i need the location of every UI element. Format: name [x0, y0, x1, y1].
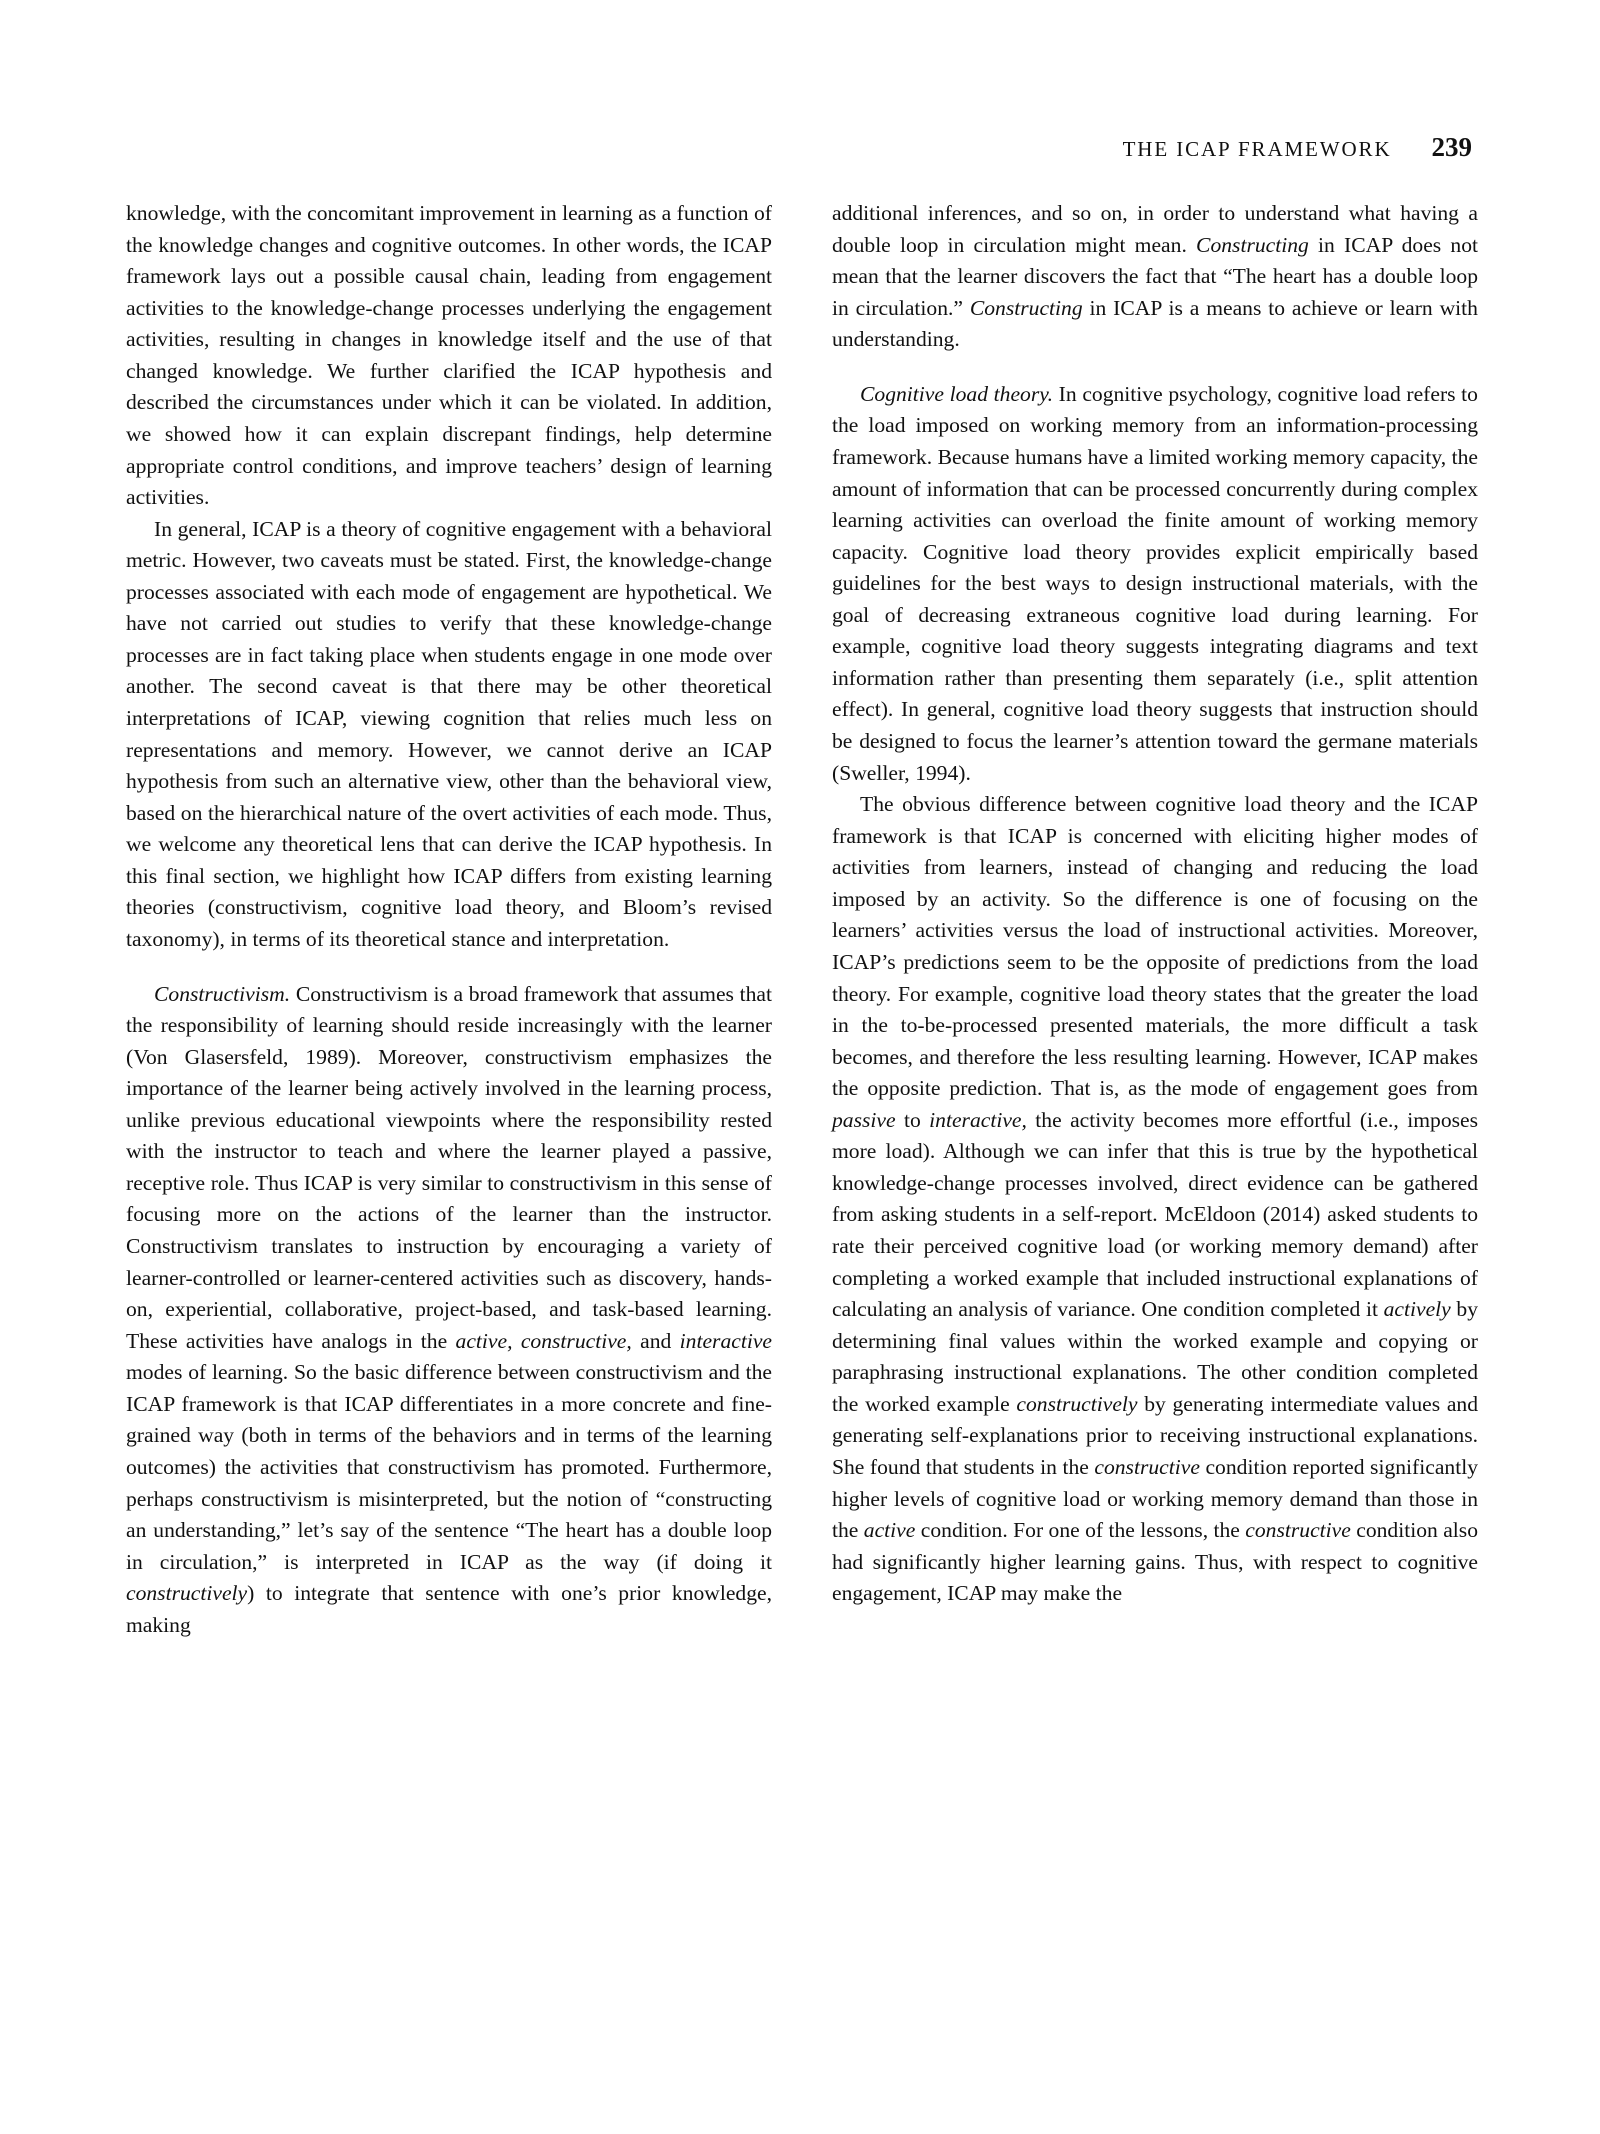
section-cognitive-load: [832, 379, 1478, 789]
constructivism-body: Constructivism is a broad framework that assumes that the responsibility of learning should reside increasingly with the learner (Von Glasersfeld, 1989). Moreover, constructivism emphasizes the importance of the learner being actively involved in the learning process, unlike previous educational viewpoints where the responsibility rested with the instructor to teach and where the learner played a passive, receptive role. Thus ICAP is very similar to constructivism in this sense of focusing more on the actions of the learner than the instructor. Constructivism translates to instruction by encouraging a variety of learner-controlled or learner-centered activities such as discovery, hands-on, experiential, collaborative, project-based, and task-based learning. These activities have analogs in the active, constructive, and interactive modes of learning. So the basic difference between constructivism and the ICAP framework is that ICAP differentiates in a more concrete and fine-grained way (both in terms of the behaviors and in terms of the learning outcomes) the activities that constructivism has promoted. Furthermore, perhaps constructivism is misinterpreted, but the notion of “constructing an understanding,” let’s say of the sentence “The heart has a double loop in circulation,” is interpreted in ICAP as the way (if doing it constructively) to integrate that sentence with one’s prior knowledge, making: [126, 981, 772, 1637]
paragraph: The obvious difference between cognitive load theory and the ICAP framework is that ICAP is concerned with eliciting higher modes of activities from learners, instead of changing and reducing the load imposed by an activity. So the difference is one of focusing on the learners’ activities versus the load of instructional activities. Moreover, ICAP’s predictions seem to be the opposite of predictions from the load theory. For example, cognitive load theory states that the greater the load in the to-be-processed presented materials, the more difficult a task becomes, and therefore the less resulting learning. However, ICAP makes the opposite prediction. That is, as the mode of engagement goes from passive to interactive, the activity becomes more effortful (i.e., imposes more load). Although we can infer that this is true by the hypothetical knowledge-change processes involved, direct evidence can be gathered from asking students in a self-report. McEldoon (2014) asked students to rate their perceived cognitive load (or working memory demand) after completing a worked example that included instructional explanations of calculating an analysis of variance. One condition completed it actively by determining final values within the worked example and copying or paraphrasing instructional explanations. The other condition completed the worked example constructively by generating intermediate values and generating self-explanations prior to receiving instructional explanations. She found that students in the constructive condition reported significantly higher levels of cognitive load or working memory demand than those in the active condition. For one of the lessons, the constructive condition also had significantly higher learning gains. Thus, with respect to cognitive engagement, ICAP may make the: [832, 792, 1479, 1606]
two-column-body: [126, 198, 1478, 1641]
page-number: 239: [1431, 132, 1472, 162]
run-in-heading-cognitive-load: Cognitive load theory.: [860, 381, 1054, 406]
paragraph: knowledge, with the concomitant improvement in learning as a function of the knowledge changes and cognitive outcomes. In other words, the ICAP framework lays out a possible causal chain, leading from engagement activities to the knowledge-change processes underlying the engagement activities, resulting in changes in knowledge itself and the use of that changed knowledge. We further clarified the ICAP hypothesis and described the circumstances under which it can be violated. In addition, we showed how it can explain discrepant findings, help determine appropriate control conditions, and improve teachers’ design of learning activities.: [126, 201, 772, 510]
section-constructivism: [126, 979, 772, 1642]
cognitive-load-body: In cognitive psychology, cognitive load refers to the load imposed on working memory from an information-processing framework. Because humans have a limited working memory capacity, the amount of information that can be processed concurrently during complex learning activities can overload the finite amount of working memory capacity. Cognitive load theory provides explicit empirically based guidelines for the best ways to design instructional materials, with the goal of decreasing extraneous cognitive load during learning. For example, cognitive load theory suggests integrating diagrams and text information rather than presenting them separately (i.e., split attention effect). In general, cognitive load theory suggests that instruction should be designed to focus the learner’s attention toward the germane materials (Sweller, 1994).: [832, 381, 1478, 785]
left-column: [126, 198, 772, 1641]
paragraph-continuation: additional inferences, and so on, in order to understand what having a double loop in circulation might mean. Constructing in ICAP does not mean that the learner discovers the fact that “The heart has a double loop in circulation.” Constructing in ICAP is a means to achieve or learn with understanding.: [832, 201, 1478, 352]
run-in-heading-constructivism: Constructivism.: [154, 981, 291, 1006]
page-header: [1123, 132, 1472, 163]
paragraph: In general, ICAP is a theory of cognitive engagement with a behavioral metric. However, two caveats must be stated. First, the knowledge-change processes associated with each mode of engagement are hypothetical. We have not carried out studies to verify that these knowledge-change processes are in fact taking place when students engage in one mode over another. The second caveat is that there may be other theoretical interpretations of ICAP, viewing cognition that relies much less on representations and memory. However, we cannot derive an ICAP hypothesis from such an alternative view, other than the behavioral view, based on the hierarchical nature of the overt activities of each mode. Thus, we welcome any theoretical lens that can derive the ICAP hypothesis. In this final section, we highlight how ICAP differs from existing learning theories (constructivism, cognitive load theory, and Bloom’s revised taxonomy), in terms of its theoretical stance and interpretation.: [126, 516, 772, 951]
right-column: [832, 198, 1478, 1641]
running-head: THE ICAP FRAMEWORK: [1122, 137, 1392, 161]
